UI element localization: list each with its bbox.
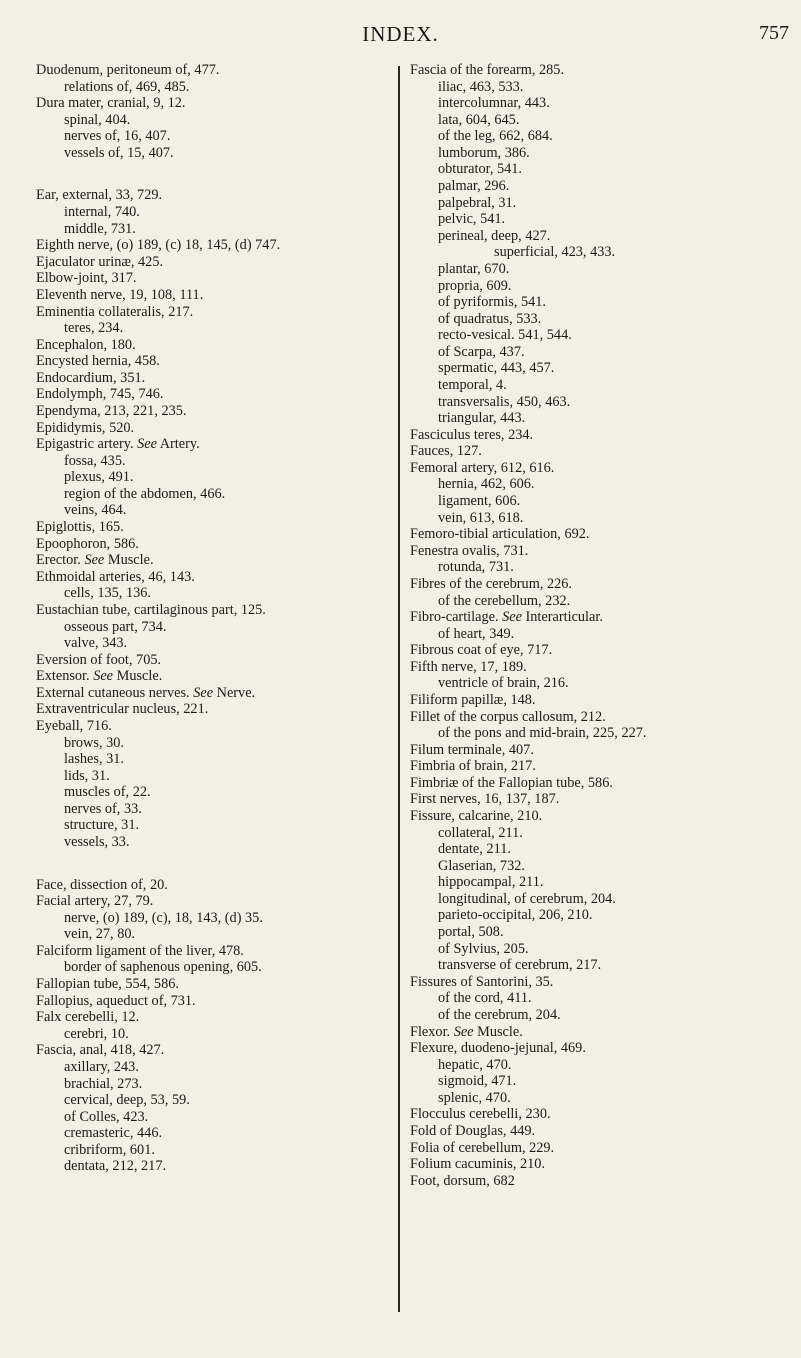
index-subentry: lids, 31. [64, 767, 110, 784]
page-title: INDEX. [362, 22, 439, 46]
index-entry: Flexor. See Muscle. [410, 1023, 523, 1040]
page-number: 757 [759, 22, 789, 44]
index-subentry: longitudinal, of cerebrum, 204. [438, 890, 616, 907]
index-subentry: vein, 613, 618. [438, 509, 524, 526]
index-subentry: dentate, 211. [438, 841, 511, 858]
index-subentry: of the pons and mid-brain, 225, 227. [438, 725, 647, 742]
index-entry: Eminentia collateralis, 217. [36, 303, 194, 320]
index-entry: Ear, external, 33, 729. [36, 187, 163, 204]
index-entry: Fallopius, aqueduct of, 731. [36, 992, 196, 1009]
index-subentry: cremasteric, 446. [64, 1125, 163, 1142]
index-subentry: brachial, 273. [64, 1075, 143, 1092]
index-subentry: cribriform, 601. [64, 1141, 155, 1158]
index-subentry: lumborum, 386. [438, 144, 530, 161]
index-subentry: ligament, 606. [438, 493, 521, 510]
index-entry: Fibres of the cerebrum, 226. [410, 575, 572, 592]
index-entry: Epigastric artery. See Artery. [36, 436, 200, 453]
index-subentry: cervical, deep, 53, 59. [64, 1092, 190, 1109]
index-entry: Face, dissection of, 20. [36, 876, 168, 893]
index-entry: First nerves, 16, 137, 187. [410, 791, 560, 808]
index-subentry: osseous part, 734. [64, 618, 167, 635]
index-entry: External cutaneous nerves. See Nerve. [36, 684, 256, 701]
index-entry: Fibro-cartilage. See Interarticular. [410, 609, 603, 626]
see-reference: See [84, 552, 105, 569]
index-subentry: ventricle of brain, 216. [438, 675, 569, 692]
entry-gap [36, 161, 404, 187]
index-subentry: transverse of cerebrum, 217. [438, 957, 602, 974]
index-entry: Fascia of the forearm, 285. [410, 62, 565, 78]
index-subentry: middle, 731. [64, 220, 136, 237]
index-entry: Femoral artery, 612, 616. [410, 459, 555, 476]
index-subentry: veins, 464. [64, 502, 127, 519]
index-entry: Fillet of the corpus callosum, 212. [410, 708, 606, 725]
index-subentry: cells, 135, 136. [64, 585, 151, 602]
index-subentry: plantar, 670. [438, 260, 510, 277]
index-entry: Fenestra ovalis, 731. [410, 542, 529, 559]
index-subentry: sigmoid, 471. [438, 1073, 517, 1090]
index-subentry: of Sylvius, 205. [438, 940, 529, 957]
index-subentry: temporal, 4. [438, 376, 507, 393]
index-entry: Fissures of Santorini, 35. [410, 973, 554, 990]
index-subentry: dentata, 212, 217. [64, 1158, 167, 1175]
index-column-right [410, 62, 795, 1189]
index-entry: Erector. See Muscle. [36, 552, 154, 569]
index-subentry: hepatic, 470. [438, 1056, 512, 1073]
index-entry: Fauces, 127. [410, 443, 482, 460]
index-subentry: iliac, 463, 533. [438, 78, 524, 95]
index-entry: Extensor. See Muscle. [36, 668, 163, 685]
see-reference: See [93, 668, 114, 685]
index-entry: Fimbriæ of the Fallopian tube, 586. [410, 774, 613, 791]
index-entry: Fissure, calcarine, 210. [410, 808, 543, 825]
index-subentry: spermatic, 443, 457. [438, 360, 555, 377]
index-entry: Fimbria of brain, 217. [410, 758, 536, 775]
index-subentry: rotunda, 731. [438, 559, 514, 576]
index-entry: Folium cacuminis, 210. [410, 1156, 546, 1173]
index-subentry: portal, 508. [438, 924, 504, 941]
index-entry: Fold of Douglas, 449. [410, 1123, 536, 1139]
index-subentry: of the cord, 411. [438, 990, 532, 1007]
index-subentry: perineal, deep, 427. [438, 227, 551, 244]
entry-gap [36, 851, 404, 877]
index-entry: Facial artery, 27, 79. [36, 893, 154, 910]
index-entry: Encysted hernia, 458. [36, 353, 160, 370]
index-entry: Fifth nerve, 17, 189. [410, 658, 527, 675]
index-entry: Fascia, anal, 418, 427. [36, 1042, 165, 1059]
index-subentry: splenic, 470. [438, 1089, 511, 1106]
index-subentry: vein, 27, 80. [64, 926, 136, 943]
index-subentry: nerves of, 16, 407. [64, 128, 171, 145]
index-subentry: cerebri, 10. [64, 1025, 129, 1042]
index-entry: Eyeball, 716. [36, 717, 112, 734]
see-reference: See [137, 436, 157, 453]
index-entry: Encephalon, 180. [36, 336, 136, 353]
index-subentry: palpebral, 31. [438, 194, 517, 211]
index-entry: Endocardium, 351. [36, 369, 146, 386]
index-subentry: obturator, 541. [438, 161, 523, 178]
index-entry: Fibrous coat of eye, 717. [410, 642, 553, 659]
index-subentry: spinal, 404. [64, 111, 131, 128]
index-subentry: relations of, 469, 485. [64, 78, 190, 95]
index-subentry: nerves of, 33. [64, 800, 142, 817]
index-subentry: of Scarpa, 437. [438, 343, 525, 360]
index-subentry: plexus, 491. [64, 469, 134, 486]
index-subentry: teres, 234. [64, 320, 124, 337]
index-subentry: muscles of, 22. [64, 784, 151, 801]
index-entry: Falciform ligament of the liver, 478. [36, 942, 244, 959]
index-subentry: vessels of, 15, 407. [64, 144, 174, 161]
see-reference: See [453, 1023, 474, 1040]
index-entry: Epiglottis, 165. [36, 519, 124, 536]
index-entry: Femoro-tibial articulation, 692. [410, 526, 590, 543]
index-entry: Eversion of foot, 705. [36, 651, 162, 668]
index-entry: Duodenum, peritoneum of, 477. [36, 62, 220, 78]
index-subentry: internal, 740. [64, 204, 140, 221]
index-subentry: Glaserian, 732. [438, 857, 525, 874]
index-entry: Filiform papillæ, 148. [410, 691, 536, 708]
index-entry: Folia of cerebellum, 229. [410, 1139, 555, 1156]
index-entry: Fasciculus teres, 234. [410, 426, 534, 443]
index-subentry: valve, 343. [64, 635, 128, 652]
index-subentry: intercolumnar, 443. [438, 95, 550, 112]
index-entry: Elbow-joint, 317. [36, 270, 137, 287]
index-subentry: of pyriformis, 541. [438, 294, 547, 311]
index-subentry: recto-vesical. 541, 544. [438, 327, 572, 344]
index-subentry: parieto-occipital, 206, 210. [438, 907, 593, 924]
index-subentry: region of the abdomen, 466. [64, 485, 226, 502]
index-entry: Endolymph, 745, 746. [36, 386, 164, 403]
index-subentry: triangular, 443. [438, 410, 526, 427]
index-subentry: pelvic, 541. [438, 211, 506, 228]
index-subentry: axillary, 243. [64, 1058, 139, 1075]
index-subentry: border of saphenous opening, 605. [64, 959, 262, 976]
index-entry: Dura mater, cranial, 9, 12. [36, 95, 186, 112]
index-entry: Epoophoron, 586. [36, 535, 139, 552]
index-subentry: fossa, 435. [64, 452, 126, 469]
page-header [0, 20, 801, 50]
index-entry: Filum terminale, 407. [410, 741, 534, 758]
index-subentry: of the cerebrum, 204. [438, 1006, 561, 1023]
index-entry: Ejaculator urinæ, 425. [36, 253, 164, 270]
index-entry: Epididymis, 520. [36, 419, 135, 436]
index-column-left [36, 62, 404, 1175]
index-subentry: of Colles, 423. [64, 1108, 149, 1125]
index-entry: Falx cerebelli, 12. [36, 1009, 140, 1026]
index-subentry: brows, 30. [64, 734, 124, 751]
index-entry: Ependyma, 213, 221, 235. [36, 402, 187, 419]
index-subentry: collateral, 211. [438, 824, 523, 841]
index-entry: Eighth nerve, (o) 189, (c) 18, 145, (d) 747. [36, 237, 281, 254]
see-reference: See [502, 609, 522, 626]
index-subentry: propria, 609. [438, 277, 512, 294]
see-reference: See [193, 684, 214, 701]
index-entry: Eustachian tube, cartilaginous part, 125. [36, 601, 266, 618]
column-divider [398, 66, 400, 1312]
index-subentry: lata, 604, 645. [438, 111, 520, 128]
index-subentry: lashes, 31. [64, 751, 124, 768]
index-subentry: transversalis, 450, 463. [438, 393, 571, 410]
index-entry: Foot, dorsum, 682 [410, 1172, 515, 1189]
index-subentry: vessels, 33. [64, 834, 130, 851]
index-entry: Extraventricular nucleus, 221. [36, 701, 209, 718]
index-subentry: palmar, 296. [438, 178, 510, 195]
index-subentry: nerve, (o) 189, (c), 18, 143, (d) 35. [64, 909, 263, 926]
index-subentry: hippocampal, 211. [438, 874, 544, 891]
index-entry: Flexure, duodeno-jejunal, 469. [410, 1040, 586, 1057]
index-entry: Flocculus cerebelli, 230. [410, 1106, 551, 1123]
index-entry: Eleventh nerve, 19, 108, 111. [36, 286, 204, 303]
index-subentry: of the cerebellum, 232. [438, 592, 571, 609]
index-entry: Fallopian tube, 554, 586. [36, 976, 179, 993]
index-subentry: of quadratus, 533. [438, 310, 542, 327]
index-subentry: of the leg, 662, 684. [438, 128, 553, 145]
index-entry: Ethmoidal arteries, 46, 143. [36, 568, 195, 585]
index-subentry: hernia, 462, 606. [438, 476, 535, 493]
index-subentry: structure, 31. [64, 817, 140, 834]
index-subentry: superficial, 423, 433. [494, 244, 616, 261]
index-subentry: of heart, 349. [438, 625, 515, 642]
